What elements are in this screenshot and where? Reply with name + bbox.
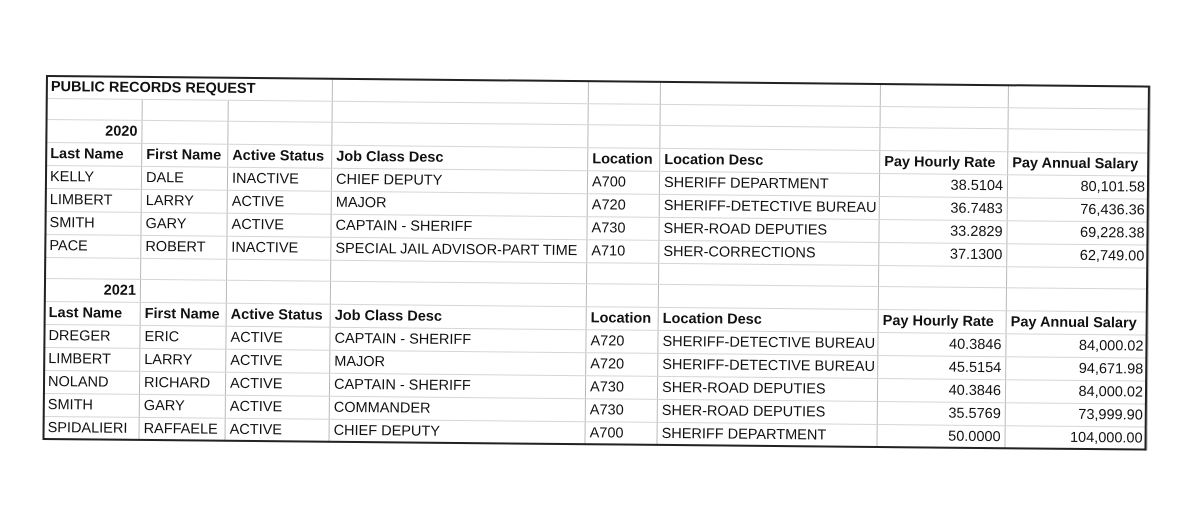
records-sheet	[42, 75, 1149, 451]
job-class-cell: CAPTAIN - SHERIFF	[331, 214, 587, 239]
active-status-cell: ACTIVE	[225, 395, 329, 419]
header-job-class-desc: Job Class Desc	[332, 145, 588, 170]
header-location-desc: Location Desc	[658, 307, 878, 332]
location-cell: A720	[586, 353, 658, 377]
job-class-cell: CHIEF DEPUTY	[331, 168, 587, 193]
hourly-rate-cell: 37.1300	[879, 243, 1007, 267]
first-name-cell: GARY	[141, 212, 227, 236]
header-location: Location	[588, 148, 660, 172]
active-status-cell: ACTIVE	[227, 190, 331, 214]
header-active-status: Active Status	[228, 144, 332, 168]
active-status-cell: ACTIVE	[226, 326, 330, 350]
first-name-cell: LARRY	[140, 348, 226, 372]
last-name-cell: DREGER	[44, 324, 140, 348]
active-status-cell: ACTIVE	[227, 213, 331, 237]
hourly-rate-cell: 40.3846	[877, 378, 1005, 402]
location-desc-cell: SHER-ROAD DEPUTIES	[657, 376, 877, 401]
location-desc-cell: SHERIFF-DETECTIVE BUREAU	[658, 353, 878, 378]
job-class-cell: SPECIAL JAIL ADVISOR-PART TIME	[331, 237, 587, 262]
location-desc-cell: SHERIFF DEPARTMENT	[657, 422, 877, 447]
header-job-class-desc: Job Class Desc	[330, 304, 586, 329]
first-name-cell: ERIC	[140, 325, 226, 349]
hourly-rate-cell: 33.2829	[879, 220, 1007, 244]
header-first-name: First Name	[140, 302, 226, 326]
year-label: 2021	[44, 278, 140, 302]
annual-salary-cell: 94,671.98	[1006, 357, 1148, 381]
location-cell: A700	[587, 171, 659, 195]
hourly-rate-cell: 36.7483	[879, 197, 1007, 221]
header-location-desc: Location Desc	[660, 148, 880, 173]
job-class-cell: COMMANDER	[329, 396, 585, 421]
location-cell: A710	[587, 240, 659, 264]
location-desc-cell: SHER-CORRECTIONS	[659, 240, 879, 265]
header-pay-hourly-rate: Pay Hourly Rate	[880, 151, 1008, 175]
annual-salary-cell: 76,436.36	[1007, 198, 1149, 222]
job-class-cell: CAPTAIN - SHERIFF	[329, 373, 585, 398]
first-name-cell: LARRY	[141, 189, 227, 213]
header-last-name: Last Name	[44, 301, 140, 325]
records-table	[42, 75, 1150, 451]
header-pay-hourly-rate: Pay Hourly Rate	[878, 310, 1006, 334]
location-desc-cell: SHER-ROAD DEPUTIES	[659, 217, 879, 242]
job-class-cell: MAJOR	[331, 191, 587, 216]
hourly-rate-cell: 35.5769	[877, 401, 1005, 425]
hourly-rate-cell: 40.3846	[878, 332, 1006, 356]
header-last-name: Last Name	[46, 143, 142, 167]
last-name-cell: LIMBERT	[44, 347, 140, 371]
year-label: 2020	[46, 120, 142, 144]
job-class-cell: MAJOR	[330, 350, 586, 375]
location-cell: A720	[586, 330, 658, 354]
annual-salary-cell: 80,101.58	[1007, 175, 1149, 199]
header-pay-annual-salary: Pay Annual Salary	[1006, 311, 1148, 335]
annual-salary-cell: 69,228.38	[1007, 221, 1149, 245]
location-cell: A730	[585, 376, 657, 400]
last-name-cell: PACE	[45, 234, 141, 258]
job-class-cell: CAPTAIN - SHERIFF	[330, 327, 586, 352]
active-status-cell: INACTIVE	[227, 236, 331, 260]
active-status-cell: INACTIVE	[227, 167, 331, 191]
last-name-cell: KELLY	[45, 166, 141, 190]
location-cell: A730	[585, 399, 657, 423]
active-status-cell: ACTIVE	[225, 372, 329, 396]
sheet-title: PUBLIC RECORDS REQUEST	[46, 76, 332, 102]
location-desc-cell: SHER-ROAD DEPUTIES	[657, 399, 877, 424]
job-class-cell: CHIEF DEPUTY	[329, 419, 585, 444]
last-name-cell: SPIDALIERI	[43, 416, 139, 440]
last-name-cell: SMITH	[43, 393, 139, 417]
first-name-cell: RAFFAELE	[139, 417, 225, 441]
location-desc-cell: SHERIFF-DETECTIVE BUREAU	[658, 330, 878, 355]
header-pay-annual-salary: Pay Annual Salary	[1008, 152, 1150, 176]
location-desc-cell: SHERIFF-DETECTIVE BUREAU	[659, 194, 879, 219]
hourly-rate-cell: 45.5154	[878, 355, 1006, 379]
active-status-cell: ACTIVE	[225, 418, 329, 442]
location-cell: A730	[587, 217, 659, 241]
hourly-rate-cell: 38.5104	[879, 174, 1007, 198]
annual-salary-cell: 73,999.90	[1005, 403, 1147, 427]
location-cell: A720	[587, 194, 659, 218]
last-name-cell: LIMBERT	[45, 188, 141, 212]
location-cell: A700	[585, 422, 657, 446]
last-name-cell: NOLAND	[43, 370, 139, 394]
first-name-cell: ROBERT	[141, 235, 227, 259]
first-name-cell: DALE	[141, 166, 227, 190]
header-location: Location	[586, 307, 658, 331]
active-status-cell: ACTIVE	[226, 349, 330, 373]
hourly-rate-cell: 50.0000	[877, 424, 1005, 448]
header-active-status: Active Status	[226, 303, 330, 327]
location-desc-cell: SHERIFF DEPARTMENT	[659, 171, 879, 196]
last-name-cell: SMITH	[45, 211, 141, 235]
header-first-name: First Name	[142, 143, 228, 167]
annual-salary-cell: 62,749.00	[1007, 244, 1149, 268]
annual-salary-cell: 84,000.02	[1005, 380, 1147, 404]
annual-salary-cell: 104,000.00	[1005, 426, 1147, 450]
first-name-cell: RICHARD	[139, 371, 225, 395]
annual-salary-cell: 84,000.02	[1006, 334, 1148, 358]
first-name-cell: GARY	[139, 394, 225, 418]
